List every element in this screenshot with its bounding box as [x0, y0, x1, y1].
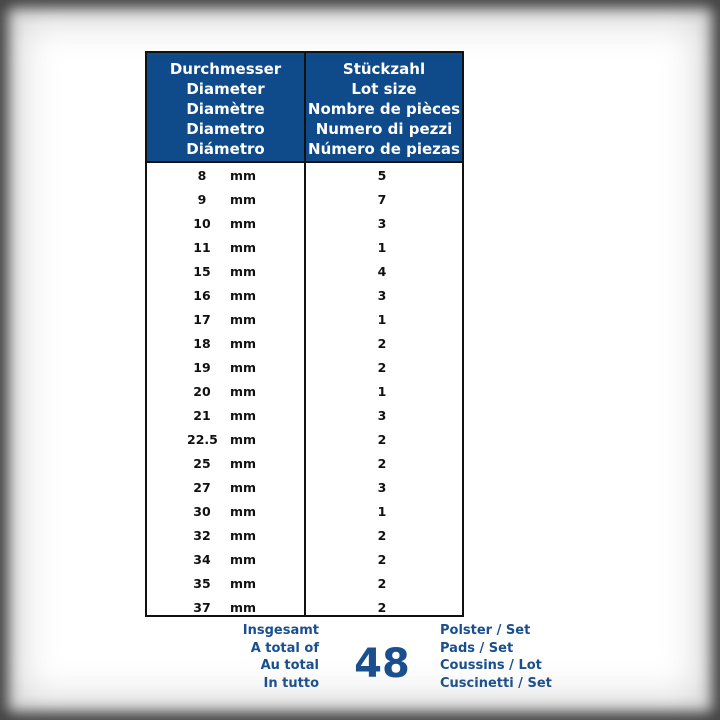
- lot-size-value: 3: [377, 288, 387, 303]
- unit-label: mm: [230, 288, 257, 303]
- lot-size-value: 2: [377, 456, 387, 471]
- lot-size-value: 2: [377, 600, 387, 615]
- unit-label: mm: [230, 360, 257, 375]
- diameter-value: 15: [193, 264, 211, 279]
- diameter-value: 22.5: [187, 432, 218, 447]
- unit-label: mm: [230, 576, 257, 591]
- header-lot-size-en: Lot size: [351, 80, 417, 98]
- lot-size-value: 1: [377, 240, 387, 255]
- table-row: [147, 596, 462, 620]
- table-body: [147, 164, 462, 620]
- pads-label-fr: Coussins / Lot: [440, 658, 542, 673]
- header-lot-size-es: Número de piezas: [308, 140, 460, 158]
- table-row: [147, 548, 462, 572]
- total-label: [230, 622, 319, 692]
- table-row: [147, 308, 462, 332]
- total-label-it: In tutto: [263, 675, 319, 691]
- diameter-value: 9: [197, 192, 207, 207]
- lot-size-value: 7: [377, 192, 387, 207]
- lot-size-value: 4: [377, 264, 387, 279]
- diameter-value: 8: [197, 168, 207, 183]
- lot-size-value: 2: [377, 552, 387, 567]
- diameter-value: 19: [193, 360, 211, 375]
- unit-label: mm: [230, 192, 257, 207]
- lot-size-value: 2: [377, 336, 387, 351]
- unit-label: mm: [230, 384, 257, 399]
- lot-size-value: 1: [377, 312, 387, 327]
- lot-size-value: 5: [377, 168, 387, 183]
- unit-label: mm: [230, 456, 257, 471]
- unit-label: mm: [230, 600, 257, 615]
- pads-label-en: Pads / Set: [440, 640, 514, 656]
- diameter-value: 25: [193, 456, 211, 471]
- unit-label: mm: [230, 216, 257, 231]
- lot-size-value: 3: [377, 216, 387, 231]
- pads-label-de: Polster / Set: [440, 623, 531, 638]
- lot-size-value: 2: [377, 528, 387, 543]
- diameter-value: 37: [193, 600, 211, 615]
- header-lot-size-de: Stückzahl: [342, 60, 426, 78]
- table-row: [147, 236, 462, 260]
- total-label-de: Insgesamt: [242, 623, 319, 638]
- lot-size-value: 3: [377, 480, 387, 495]
- header-diameter-es: Diámetro: [186, 140, 265, 158]
- size-table: [145, 51, 464, 617]
- pads-per-set-label: [440, 622, 580, 692]
- total-label-fr: Au total: [260, 658, 319, 673]
- header-lot-size-fr: Nombre de pièces: [307, 100, 461, 118]
- unit-label: mm: [230, 240, 257, 255]
- total-count: 48: [354, 641, 410, 687]
- table-row: [147, 332, 462, 356]
- unit-label: mm: [230, 480, 257, 495]
- diameter-value: 18: [193, 336, 211, 351]
- table-row: [147, 356, 462, 380]
- diameter-value: 30: [193, 504, 211, 519]
- unit-label: mm: [230, 264, 257, 279]
- diameter-value: 17: [193, 312, 211, 327]
- lot-size-value: 3: [377, 408, 387, 423]
- table-row: [147, 428, 462, 452]
- unit-label: mm: [230, 504, 257, 519]
- table-row: [147, 212, 462, 236]
- table-row: [147, 452, 462, 476]
- header-lot-size-it: Numero di pezzi: [315, 120, 453, 138]
- lot-size-value: 2: [377, 432, 387, 447]
- table-row: [147, 572, 462, 596]
- unit-label: mm: [230, 312, 257, 327]
- table-row: [147, 404, 462, 428]
- total-label-en: A total of: [250, 640, 319, 656]
- table-row: [147, 284, 462, 308]
- table-row: [147, 524, 462, 548]
- lot-size-value: 1: [377, 384, 387, 399]
- header-diameter-it: Diametro: [186, 120, 265, 138]
- diameter-value: 35: [193, 576, 211, 591]
- header-diameter-fr: Diamètre: [186, 100, 265, 118]
- table-row: [147, 164, 462, 188]
- diameter-value: 32: [193, 528, 211, 543]
- lot-size-value: 2: [377, 576, 387, 591]
- unit-label: mm: [230, 408, 257, 423]
- header-diameter: [147, 59, 304, 159]
- diameter-value: 20: [193, 384, 211, 399]
- table-row: [147, 260, 462, 284]
- table-row: [147, 500, 462, 524]
- unit-label: mm: [230, 432, 257, 447]
- unit-label: mm: [230, 336, 257, 351]
- diameter-value: 10: [193, 216, 211, 231]
- unit-label: mm: [230, 168, 257, 183]
- diameter-value: 34: [193, 552, 211, 567]
- header-diameter-en: Diameter: [186, 80, 265, 98]
- diameter-value: 21: [193, 408, 211, 423]
- pads-label-it: Cuscinetti / Set: [440, 675, 552, 691]
- header-diameter-de: Durchmesser: [169, 60, 282, 78]
- diameter-value: 11: [193, 240, 211, 255]
- table-row: [147, 188, 462, 212]
- diameter-value: 16: [193, 288, 211, 303]
- lot-size-value: 1: [377, 504, 387, 519]
- lot-size-value: 2: [377, 360, 387, 375]
- table-row: [147, 476, 462, 500]
- header-lot-size: [306, 59, 462, 159]
- diameter-value: 27: [193, 480, 211, 495]
- table-row: [147, 380, 462, 404]
- unit-label: mm: [230, 528, 257, 543]
- unit-label: mm: [230, 552, 257, 567]
